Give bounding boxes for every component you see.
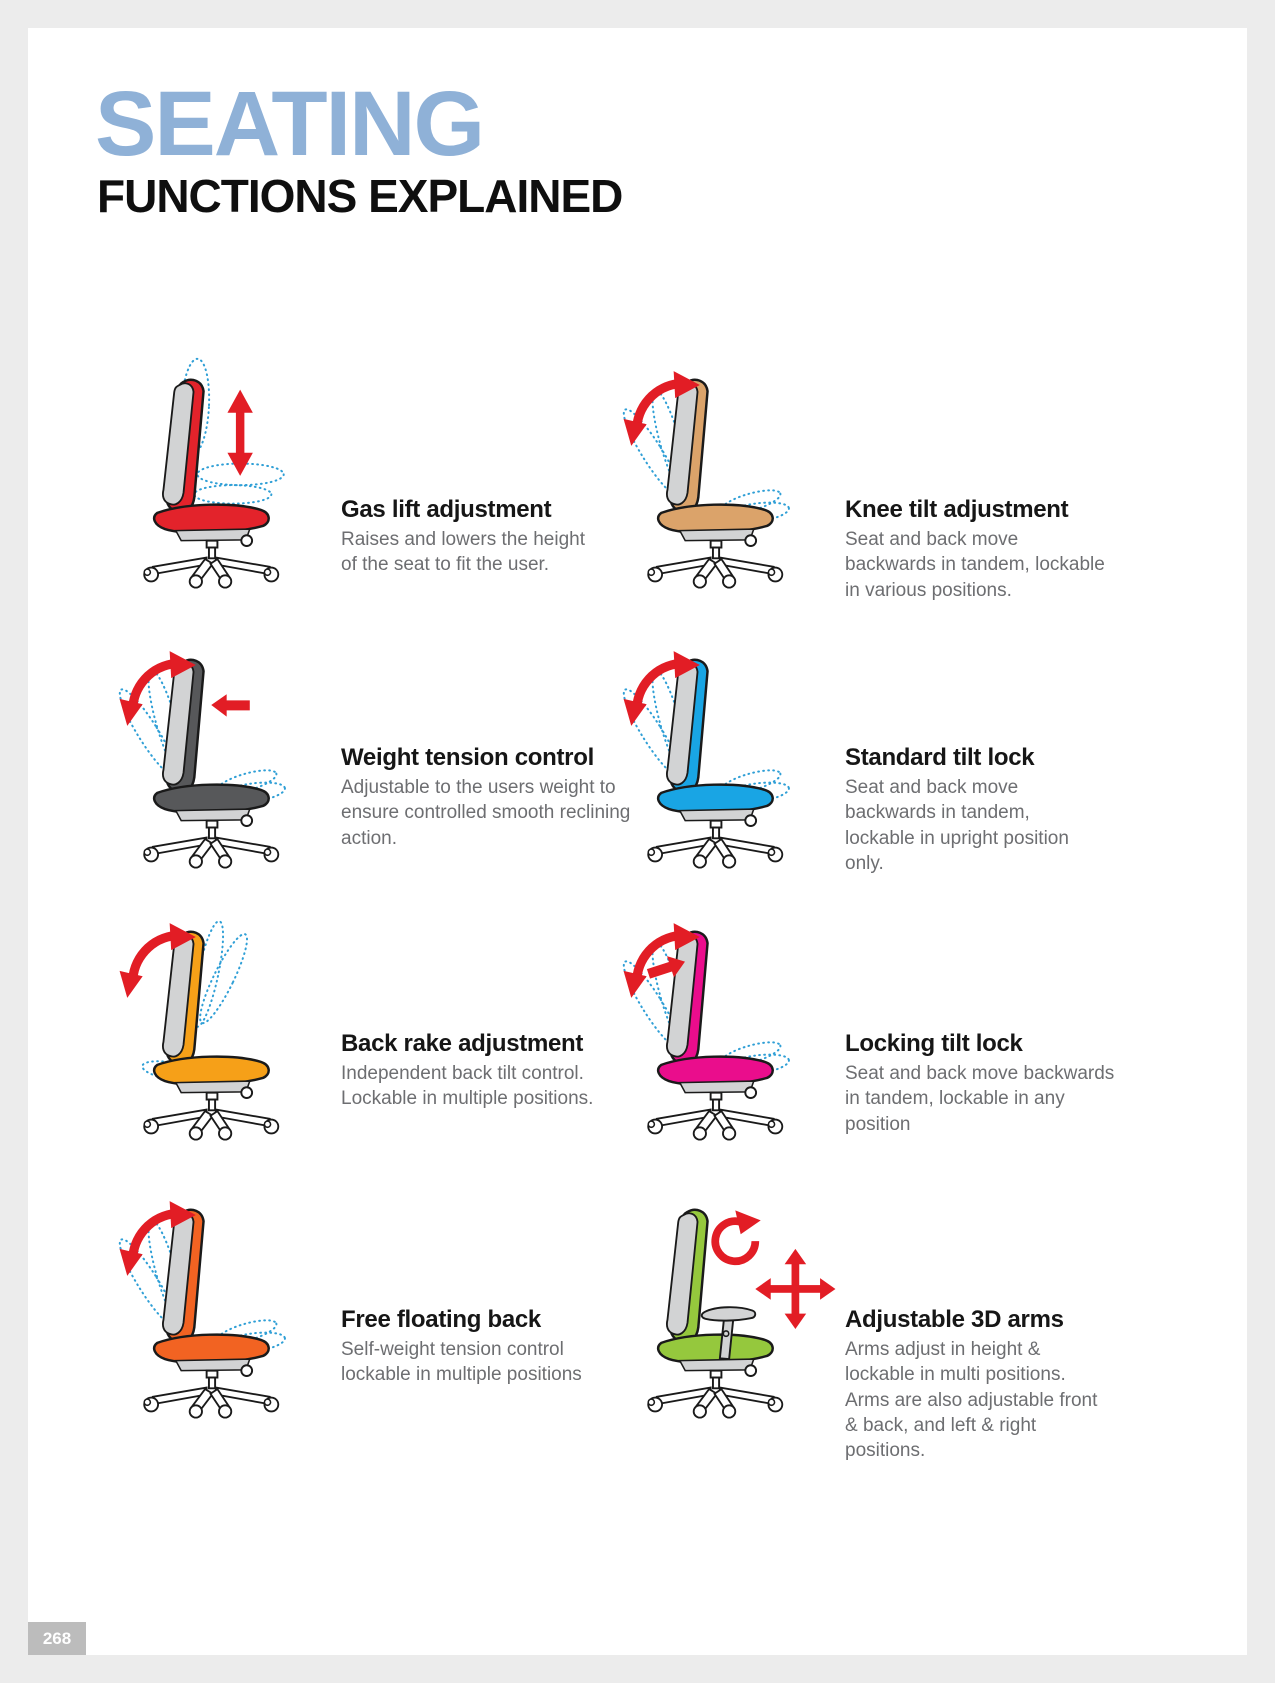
feature-knee-tilt [612, 346, 1107, 603]
feature-adjustable-arms [612, 1176, 1113, 1463]
feature-description: Self-weight tension control lockable in multiple positions [341, 1339, 582, 1386]
feature-free-floating [108, 1176, 586, 1425]
feature-back-rake [108, 898, 596, 1147]
chair-illustration-locking-tilt [612, 898, 837, 1147]
feature-title: Knee tilt adjustment [845, 496, 1069, 523]
feature-title: Locking tilt lock [845, 1030, 1023, 1057]
chair-illustration-gas-lift [108, 346, 333, 595]
chair-illustration-free-floating [108, 1176, 333, 1425]
chair-illustration-weight-tension [108, 626, 333, 875]
page-title: SEATING [95, 73, 484, 175]
feature-copy [845, 346, 1107, 603]
feature-description: Raises and lowers the height of the seat to fit the user. [341, 529, 585, 576]
page-subtitle: FUNCTIONS EXPLAINED [97, 170, 623, 222]
chair-illustration-standard-tilt [612, 626, 837, 875]
feature-copy [845, 1176, 1113, 1463]
feature-title: Back rake adjustment [341, 1030, 584, 1057]
feature-description: Seat and back move backwards in tandem, lockable in upright position only. [845, 777, 1069, 874]
features-grid [28, 28, 1247, 1655]
feature-copy [341, 346, 586, 578]
chair-illustration-back-rake [108, 898, 333, 1147]
chair-illustration-knee-tilt [612, 346, 837, 595]
feature-standard-tilt [612, 626, 1100, 876]
feature-gas-lift [108, 346, 586, 595]
page-number-badge: 268 [28, 1622, 86, 1655]
feature-copy [341, 898, 596, 1112]
feature-description: Adjustable to the users weight to ensure controlled smooth reclining action. [341, 777, 631, 849]
feature-copy [341, 1176, 586, 1388]
feature-description: Independent back tilt control. Lockable in multiple positions. [341, 1063, 594, 1110]
feature-title: Adjustable 3D arms [845, 1306, 1064, 1333]
feature-locking-tilt [612, 898, 1125, 1147]
feature-title: Standard tilt lock [845, 744, 1035, 771]
feature-weight-tension [108, 626, 676, 875]
feature-copy [845, 626, 1100, 876]
feature-description: Seat and back move backwards in tandem, lockable in any position [845, 1063, 1115, 1135]
feature-title: Free floating back [341, 1306, 541, 1333]
feature-title: Weight tension control [341, 744, 594, 771]
feature-title: Gas lift adjustment [341, 496, 552, 523]
chair-illustration-adjustable-arms [612, 1176, 837, 1425]
catalog-page [28, 28, 1247, 1655]
feature-copy [845, 898, 1125, 1137]
feature-description: Arms adjust in height & lockable in multi positions. Arms are also adjustable front & back, and left & right positions. [845, 1339, 1098, 1462]
feature-description: Seat and back move backwards in tandem, lockable in various positions. [845, 529, 1105, 601]
